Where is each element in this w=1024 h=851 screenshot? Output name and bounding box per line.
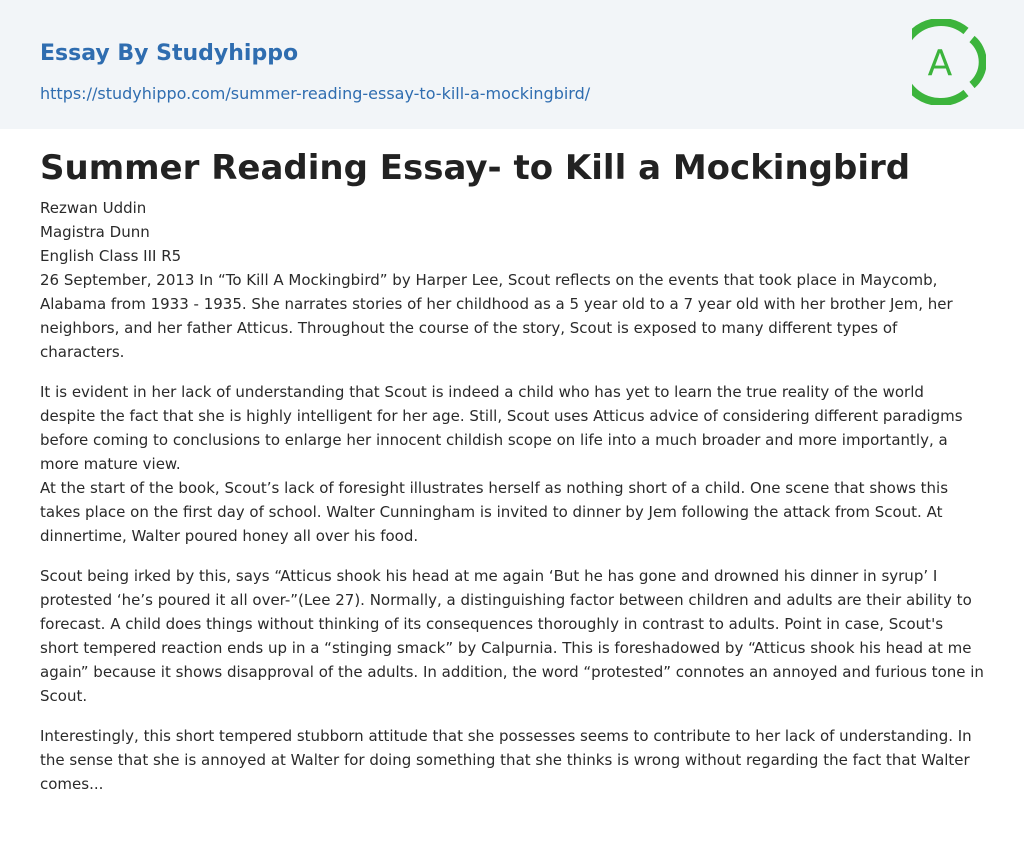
essay-paragraph: 26 September, 2013 In “To Kill A Mockingbird” by Harper Lee, Scout reflects on the events that took place in Maycomb, Alabama from 1933 - 1935. She narrates stories of her childhood as a 5 year old to a 7 year old with her brother Jem, her neighbors, and her father Atticus. Throughout the course of the story, Scout is exposed to many different types of characters. [40, 271, 953, 361]
author-line: Rezwan Uddin [40, 199, 147, 217]
studyhippo-logo-icon[interactable] [912, 19, 986, 105]
logo-letter: A [927, 43, 953, 84]
essay-paragraph: Interestingly, this short tempered stubborn attitude that she possesses seems to contribute to her lack of understanding. In the sense that she is annoyed at Walter for doing something that she thinks is wrong without regarding the fact that Walter comes... [40, 727, 972, 793]
essay-content [40, 145, 984, 796]
class-line: English Class III R5 [40, 247, 182, 265]
essay-paragraph: It is evident in her lack of understanding that Scout is indeed a child who has yet to learn the true reality of the world despite the fact that she is highly intelligent for her age. Still, Scout uses Atticus advice of considering different paradigms before coming to conclusions to enlarge her innocent childish scope on life into a much broader and more importantly, a more mature view. [40, 383, 963, 473]
source-url-link[interactable]: https://studyhippo.com/summer-reading-essay-to-kill-a-mockingbird/ [40, 84, 591, 103]
essay-paragraph: At the start of the book, Scout’s lack of foresight illustrates herself as nothing short of a child. One scene that shows this takes place on the first day of school. Walter Cunningham is invited to dinner by Jem following the attack from Scout. At dinnertime, Walter poured honey all over his food. [40, 479, 949, 545]
essay-paragraph: Scout being irked by this, says “Atticus shook his head at me again ‘But he has gone and drowned his dinner in syrup’ I protested ‘he’s poured it all over-”(Lee 27). Normally, a distinguishing factor between children and adults are their ability to forecast. A child does things without thinking of its consequences thoroughly in contrast to adults. Point in case, Scout's short tempered reaction ends up in a “stinging smack” by Calpurnia. This is foreshadowed by “Atticus shook his head at me again” because it shows disapproval of the adults. In addition, the word “protested” connotes an annoyed and furious tone in Scout. [40, 567, 984, 705]
site-brand[interactable]: Essay By Studyhippo [40, 41, 299, 66]
essay-meta [40, 196, 984, 268]
site-header [0, 0, 1024, 129]
essay-title: Summer Reading Essay- to Kill a Mockingbird [40, 148, 911, 188]
teacher-line: Magistra Dunn [40, 223, 150, 241]
